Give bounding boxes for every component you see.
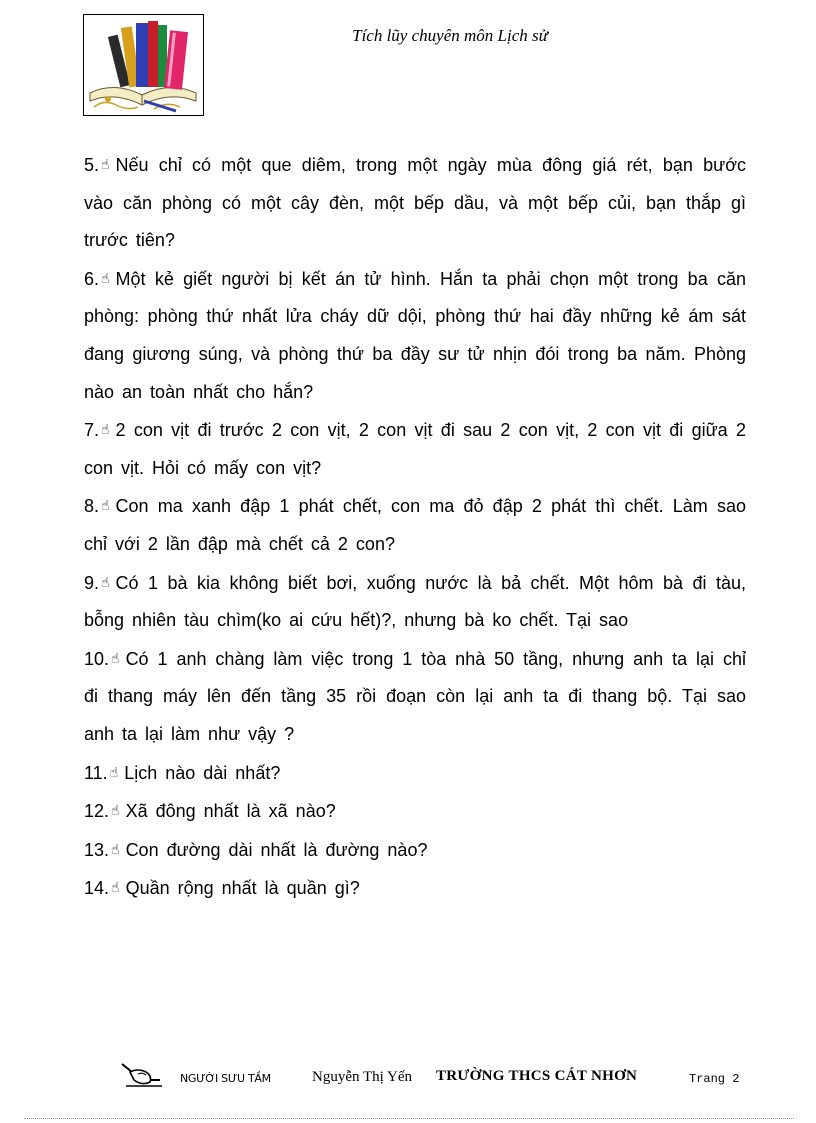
pointing-hand-icon: ☝ bbox=[111, 802, 120, 819]
question-number: 10. bbox=[84, 648, 110, 669]
compiler-label: NGƯỜI SƯU TẦM bbox=[180, 1072, 271, 1085]
pointing-hand-icon: ☝ bbox=[101, 269, 110, 286]
question-number: 13. bbox=[84, 839, 110, 860]
question-text: 2 con vịt đi trước 2 con vịt, 2 con vịt đi sau 2 con vịt, 2 con vịt đi giữa 2 con vịt. Hỏi có mấy con vịt? bbox=[84, 420, 746, 478]
question-item bbox=[84, 411, 746, 487]
pointing-hand-icon: ☝ bbox=[111, 879, 120, 896]
pointing-hand-icon: ☝ bbox=[111, 840, 120, 857]
bottom-divider bbox=[24, 1118, 794, 1119]
question-number: 7. bbox=[84, 420, 100, 441]
question-text: Con đường dài nhất là đường nào? bbox=[125, 839, 428, 860]
question-text: Có 1 bà kia không biết bơi, xuống nước là bả chết. Một hôm bà đi tàu, bỗng nhiên tàu chìm(ko ai cứu hết)?, nhưng bà ko chết. Tại sao bbox=[84, 572, 746, 631]
author-name: Nguyễn Thị Yến bbox=[312, 1069, 412, 1085]
question-item bbox=[84, 831, 746, 870]
question-item bbox=[84, 564, 746, 640]
question-text: Nếu chỉ có một que diêm, trong một ngày mùa đông giá rét, bạn bước vào căn phòng có một cây đèn, một bếp dầu, và một bếp củi, bạn thắp gì trước tiên? bbox=[84, 155, 746, 251]
pointing-hand-icon: ☝ bbox=[101, 573, 110, 590]
page-footer bbox=[0, 1056, 816, 1096]
question-number: 5. bbox=[84, 155, 100, 175]
question-item bbox=[84, 792, 746, 831]
question-item bbox=[84, 260, 746, 411]
question-text: Một kẻ giết người bị kết án tử hình. Hắn ta phải chọn một trong ba căn phòng: phòng thứ nhất lửa cháy dữ dội, phòng thứ hai đầy những kẻ ám sát đang giương súng, và phòng thứ ba đầy sư tử nhịn đói trong ba năm. Phòng nào an toàn nhất cho hắn? bbox=[84, 268, 746, 402]
pointing-hand-icon: ☝ bbox=[111, 649, 120, 666]
question-number: 14. bbox=[84, 878, 110, 899]
question-number: 8. bbox=[84, 496, 100, 517]
question-item bbox=[84, 640, 746, 754]
page-number: Trang 2 bbox=[689, 1072, 740, 1086]
writing-hand-icon bbox=[120, 1060, 166, 1090]
books-logo-icon bbox=[83, 14, 204, 116]
question-text: Có 1 anh chàng làm việc trong 1 tòa nhà 50 tầng, nhưng anh ta lại chỉ đi thang máy lên đến tầng 35 rồi đoạn còn lại anh ta đi thang bộ. Tại sao anh ta lại làm như vậy ? bbox=[84, 648, 746, 744]
question-number: 12. bbox=[84, 801, 110, 822]
question-list bbox=[84, 146, 746, 908]
pointing-hand-icon: ☝ bbox=[101, 156, 110, 172]
question-number: 9. bbox=[84, 572, 100, 593]
question-number: 6. bbox=[84, 268, 100, 289]
pointing-hand-icon: ☝ bbox=[109, 763, 119, 780]
question-item bbox=[84, 869, 746, 908]
header-title: Tích lũy chuyên môn Lịch sử bbox=[352, 26, 548, 45]
question-item bbox=[84, 146, 746, 260]
question-text: Xã đông nhất là xã nào? bbox=[125, 801, 336, 822]
question-text: Con ma xanh đập 1 phát chết, con ma đỏ đập 2 phát thì chết. Làm sao chỉ với 2 lần đập mà chết cả 2 con? bbox=[84, 496, 746, 554]
question-number: 11. bbox=[84, 762, 108, 783]
question-text: Lịch nào dài nhất? bbox=[124, 762, 281, 783]
question-item bbox=[84, 754, 746, 793]
question-item bbox=[84, 487, 746, 563]
question-text: Quần rộng nhất là quần gì? bbox=[125, 878, 360, 899]
pointing-hand-icon: ☝ bbox=[101, 497, 110, 514]
school-name: TRƯỜNG THCS CÁT NHƠN bbox=[436, 1068, 638, 1084]
pointing-hand-icon: ☝ bbox=[101, 421, 110, 438]
